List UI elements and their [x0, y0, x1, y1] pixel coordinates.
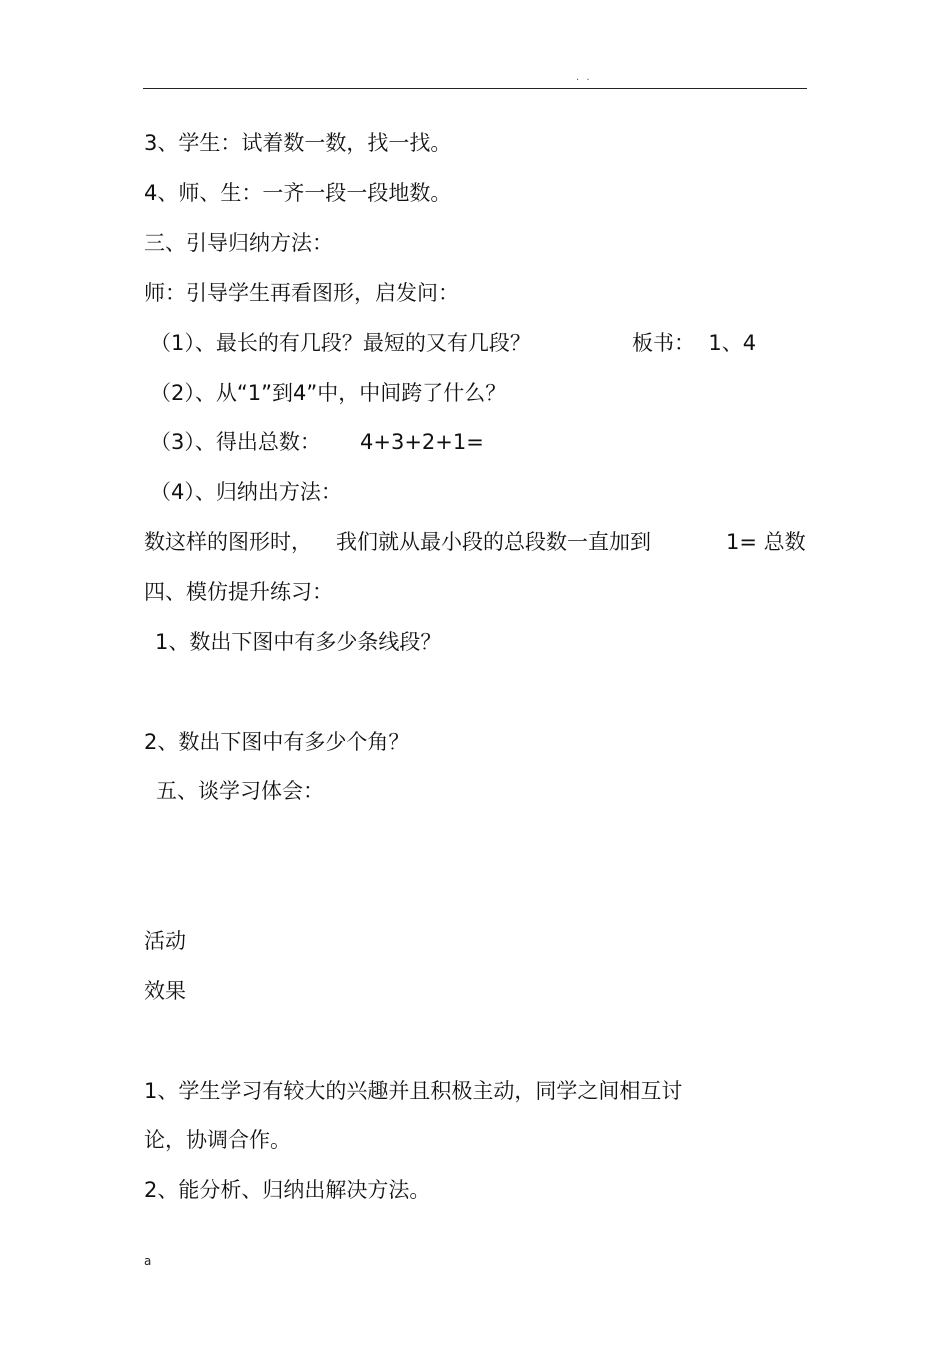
header-rule — [143, 88, 807, 89]
exercise-item: 2、数出下图中有多少个角？ — [144, 730, 410, 754]
question-item: （1）、最长的有几段？最短的又有几段？ — [150, 331, 531, 355]
result-item: 2、能分析、归纳出解决方法。 — [144, 1178, 431, 1202]
result-item: 1、学生学习有较大的兴趣并且积极主动，同学之间相互讨 — [144, 1079, 683, 1103]
question-item: （2）、从“1”到4”中，中间跨了什么？ — [150, 381, 507, 405]
board-note: 板书： 1、4 — [632, 331, 757, 355]
text-line: 4、师、生：一齐一段一段地数。 — [144, 181, 452, 205]
text-line: 3、学生：试着数一数，找一找。 — [144, 131, 452, 155]
exercise-item: 1、数出下图中有多少条线段？ — [155, 630, 442, 654]
question-item: （4）、归纳出方法： — [150, 480, 342, 504]
text-line: 数这样的图形时， — [144, 530, 312, 554]
section-heading: 五、谈学习体会： — [156, 779, 324, 803]
formula: 4+3+2+1= — [360, 430, 484, 454]
section-heading: 三、引导归纳方法： — [144, 231, 333, 255]
header-mark: . . — [576, 72, 592, 83]
section-heading: 四、模仿提升练习： — [144, 580, 333, 604]
text-line: 1= 总数 — [726, 530, 806, 554]
result-item-continued: 论，协调合作。 — [144, 1128, 291, 1152]
label-effect: 效果 — [144, 979, 186, 1003]
text-line: 师：引导学生再看图形，启发问： — [144, 281, 459, 305]
footer-mark: a — [144, 1254, 152, 1268]
label-activity: 活动 — [144, 929, 186, 953]
text-line: 我们就从最小段的总段数一直加到 — [336, 530, 651, 554]
question-item: （3）、得出总数： — [150, 430, 321, 454]
